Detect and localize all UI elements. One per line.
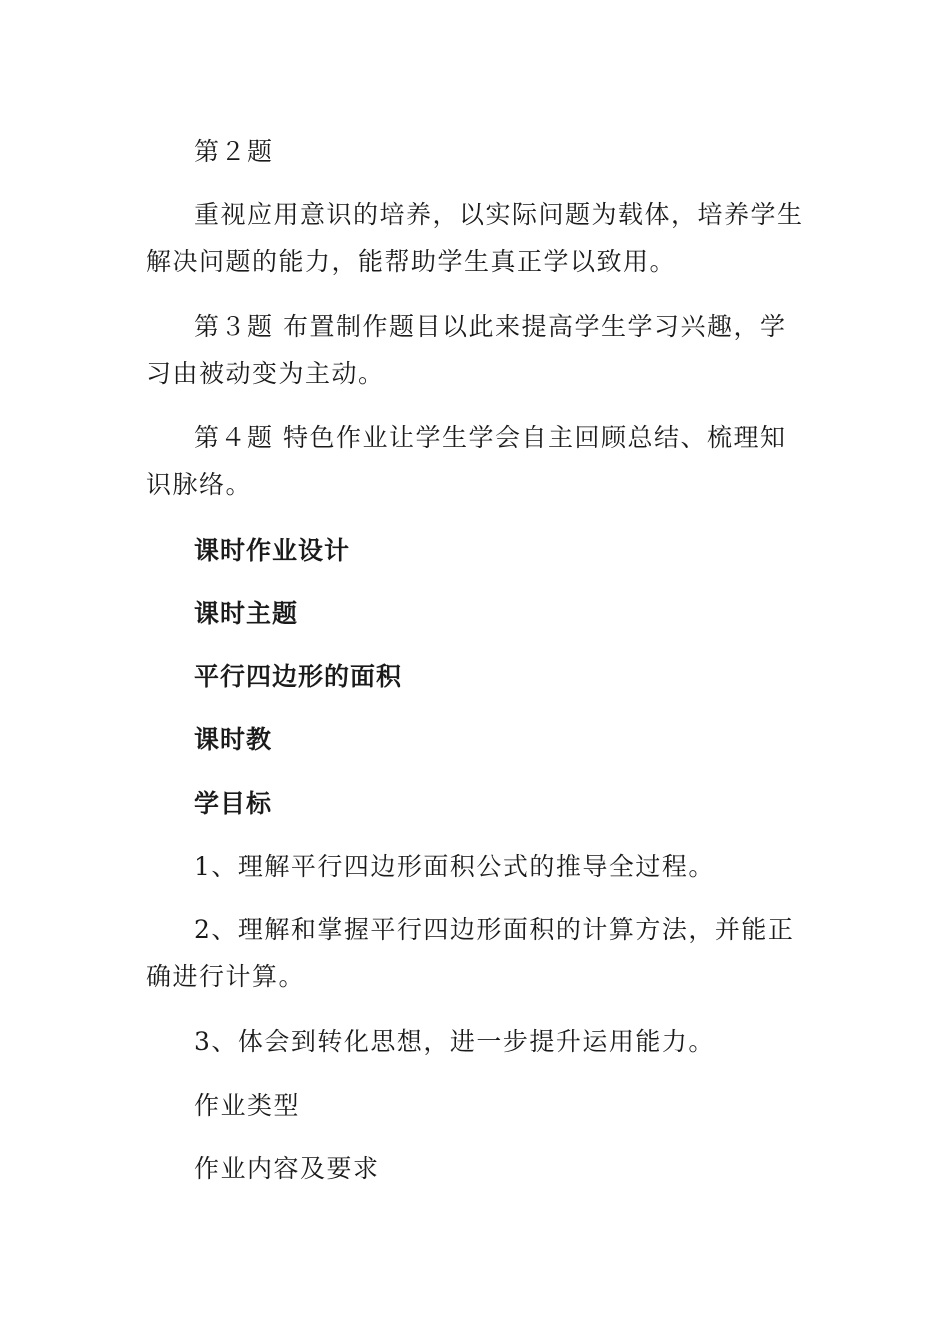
lesson-homework-design-heading: 课时作业设计 (194, 536, 351, 565)
question-4-description: 第４题 特色作业让学生学会自主回顾总结、梳理知识脉络。 (146, 423, 787, 499)
objective-1: 1、理解平行四边形面积公式的推导全过程。 (194, 852, 715, 881)
teaching-objectives-label-line1: 课时教 (194, 725, 273, 754)
question-3-description: 第３题 布置制作题目以此来提高学生学习兴趣，学习由被动变为主动。 (146, 312, 787, 388)
lesson-topic-value: 平行四边形的面积 (194, 662, 403, 691)
question-2-heading: 第２题 (194, 137, 274, 166)
objective-2: 2、理解和掌握平行四边形面积的计算方法，并能正确进行计算。 (146, 915, 795, 991)
question-2-description: 重视应用意识的培养，以实际问题为载体，培养学生解决问题的能力，能帮助学生真正学以致用。 (146, 200, 804, 276)
homework-content-label: 作业内容及要求 (194, 1154, 380, 1183)
objective-3: 3、体会到转化思想，进一步提升运用能力。 (194, 1027, 715, 1056)
teaching-objectives-label-line2: 学目标 (194, 789, 273, 818)
homework-type-label: 作业类型 (194, 1091, 301, 1120)
lesson-topic-label: 课时主题 (194, 599, 299, 628)
